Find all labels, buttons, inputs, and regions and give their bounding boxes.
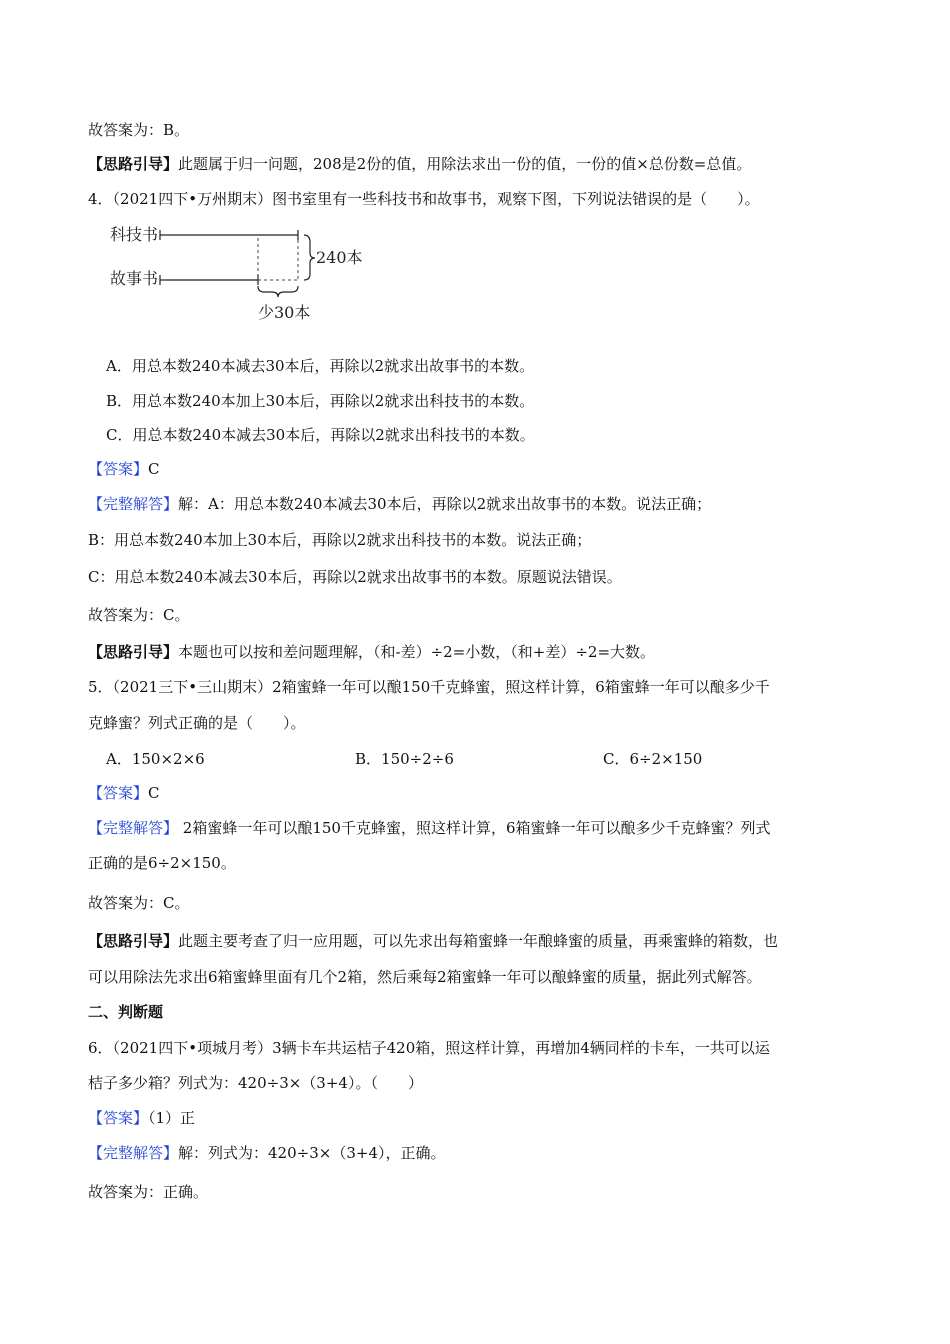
hint-tag: 【思路引导】 bbox=[88, 155, 179, 173]
diagram-label-top: 科技书 bbox=[110, 225, 159, 244]
question-5-cont: 克蜂蜜？列式正确的是（ ）。 bbox=[88, 714, 306, 732]
q4-final: 故答案为：C。 bbox=[88, 606, 190, 624]
q4-option-a: A．用总本数240本减去30本后，再除以2就求出故事书的本数。 bbox=[106, 357, 535, 375]
answer-value: （1）正 bbox=[148, 1109, 196, 1127]
hint-tag: 【思路引导】 bbox=[88, 932, 179, 950]
solution-text: 解：A：用总本数240本减去30本后，再除以2就求出故事书的本数。说法正确； bbox=[178, 495, 712, 513]
question-4: 4．（2021四下•万州期末）图书室里有一些科技书和故事书，观察下图，下列说法错误的是（ ）。 bbox=[88, 190, 760, 208]
q4-option-c: C．用总本数240本减去30本后，再除以2就求出科技书的本数。 bbox=[106, 426, 535, 444]
answer-value: C bbox=[148, 460, 160, 478]
diagram-label-bottom: 故事书 bbox=[110, 269, 159, 288]
q6-answer bbox=[88, 1108, 195, 1128]
question-6-cont: 桔子多少箱？列式为：420÷3×（3+4）。（ ） bbox=[88, 1074, 423, 1092]
hint-text: 此题属于归一问题，208是2份的值，用除法求出一份的值，一份的值×总份数=总值。 bbox=[178, 155, 752, 173]
section-title: 二、判断题 bbox=[88, 1003, 164, 1021]
solution-text: 解：列式为：420÷3×（3+4），正确。 bbox=[178, 1144, 446, 1162]
q4-option-b: B．用总本数240本加上30本后，再除以2就求出科技书的本数。 bbox=[106, 392, 535, 410]
q5-answer bbox=[88, 783, 160, 803]
q4-hint bbox=[88, 642, 655, 662]
solution-tag: 【完整解答】 bbox=[88, 819, 179, 837]
q5-option-b: B．150÷2÷6 bbox=[355, 750, 454, 768]
q5-final: 故答案为：C。 bbox=[88, 894, 190, 912]
q4-solution-c: C：用总本数240本减去30本后，再除以2就求出故事书的本数。原题说法错误。 bbox=[88, 568, 622, 586]
line-diagram bbox=[108, 220, 368, 330]
solution-tag: 【完整解答】 bbox=[88, 1144, 179, 1162]
question-6: 6．（2021四下•项城月考）3辆卡车共运桔子420箱，照这样计算，再增加4辆同样的卡车，一共可以运 bbox=[88, 1039, 770, 1057]
q5-solution-cont: 正确的是6÷2×150。 bbox=[88, 854, 236, 872]
q6-final: 故答案为：正确。 bbox=[88, 1183, 209, 1201]
q5-option-a: A．150×2×6 bbox=[106, 750, 205, 768]
answer-line: 故答案为：B。 bbox=[88, 121, 190, 139]
diagram-diff-label: 少30本 bbox=[258, 303, 311, 322]
q4-solution bbox=[88, 494, 711, 514]
hint-line bbox=[88, 154, 751, 174]
hint-text: 此题主要考查了归一应用题，可以先求出每箱蜜蜂一年酿蜂蜜的质量，再乘蜜蜂的箱数，也 bbox=[178, 932, 779, 950]
solution-tag: 【完整解答】 bbox=[88, 495, 179, 513]
q4-solution-b: B：用总本数240本加上30本后，再除以2就求出科技书的本数。说法正确； bbox=[88, 531, 592, 549]
hint-tag: 【思路引导】 bbox=[88, 643, 179, 661]
q5-hint-cont: 可以用除法先求出6箱蜜蜂里面有几个2箱，然后乘每2箱蜜蜂一年可以酿蜂蜜的质量，据此列式解答。 bbox=[88, 968, 762, 986]
solution-text: 2箱蜜蜂一年可以酿150千克蜂蜜，照这样计算，6箱蜜蜂一年可以酿多少千克蜂蜜？列式 bbox=[178, 819, 771, 837]
diff-brace bbox=[258, 286, 298, 297]
hint-text: 本题也可以按和差问题理解，（和-差）÷2=小数，（和+差）÷2=大数。 bbox=[178, 643, 656, 661]
answer-value: C bbox=[148, 784, 160, 802]
q6-solution bbox=[88, 1143, 445, 1163]
diagram-total-label: 240本 bbox=[316, 248, 363, 267]
total-brace bbox=[304, 235, 315, 280]
q5-hint bbox=[88, 931, 778, 951]
question-5: 5．（2021三下•三山期末）2箱蜜蜂一年可以酿150千克蜂蜜，照这样计算，6箱蜜蜂一年可以酿多少千 bbox=[88, 678, 770, 696]
q5-option-c: C．6÷2×150 bbox=[603, 750, 703, 768]
q5-solution bbox=[88, 818, 771, 838]
answer-tag: 【答案】 bbox=[88, 1109, 149, 1127]
answer-tag: 【答案】 bbox=[88, 784, 149, 802]
q4-answer bbox=[88, 459, 160, 479]
answer-tag: 【答案】 bbox=[88, 460, 149, 478]
